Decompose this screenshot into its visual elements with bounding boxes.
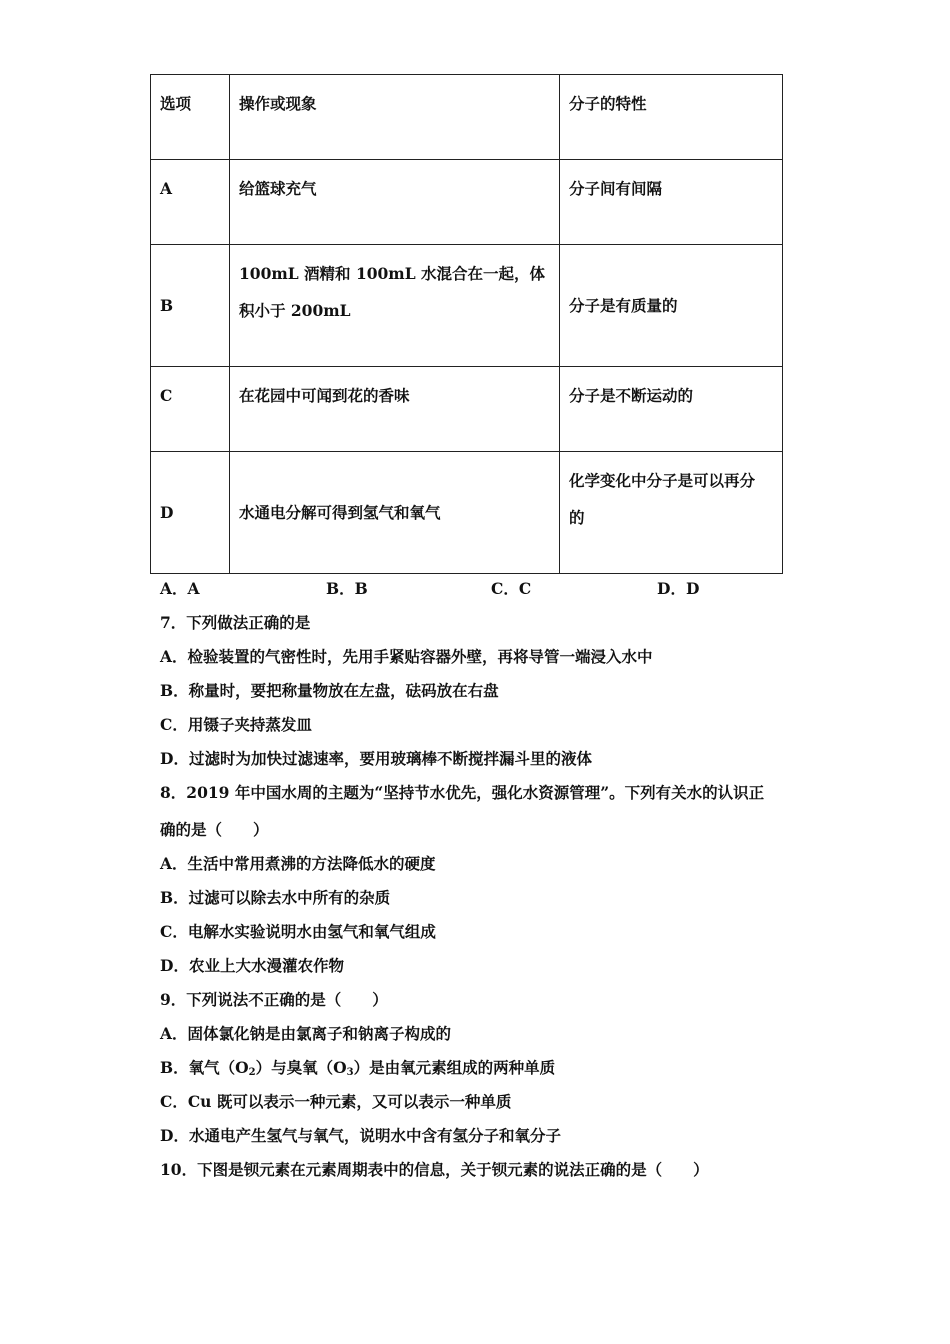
q9-stem: 9．下列说法不正确的是（ ）: [160, 990, 388, 1009]
row-b-operation: [230, 245, 560, 367]
table-header-row: [151, 75, 783, 160]
row-b-operation-line2: 积小于 200mL: [239, 301, 351, 320]
q7-option-d[interactable]: D．过滤时为加快过滤速率，要用玻璃棒不断搅拌漏斗里的液体: [160, 749, 592, 768]
q8-stem-line2: 确的是（ ）: [160, 820, 269, 839]
row-d-option: D: [151, 452, 230, 574]
table-row: [151, 160, 783, 245]
q9-b-text-1: B．氧气（O: [160, 1058, 249, 1077]
row-a-option: A: [151, 160, 230, 245]
table-row: [151, 367, 783, 452]
q9-option-d[interactable]: D．水通电产生氢气与氧气，说明水中含有氢分子和氧分子: [160, 1126, 561, 1145]
q9-b-text-2: ）与臭氧（O: [255, 1058, 347, 1077]
row-b-option: B: [151, 245, 230, 367]
header-property: 分子的特性: [560, 75, 783, 160]
q7-option-b[interactable]: B．称量时，要把称量物放在左盘，砝码放在右盘: [160, 681, 499, 700]
q6-option-a[interactable]: A．A: [160, 579, 200, 598]
row-b-operation-line1: 100mL 酒精和 100mL 水混合在一起，体: [239, 264, 545, 283]
table-row: [151, 245, 783, 367]
q6-option-b[interactable]: B．B: [326, 579, 368, 598]
header-option: 选项: [151, 75, 230, 160]
row-d-operation: 水通电分解可得到氢气和氧气: [230, 452, 560, 574]
q9-option-a[interactable]: A．固体氯化钠是由氯离子和钠离子构成的: [160, 1024, 452, 1043]
q9-b-subscript-1: 2: [248, 1067, 256, 1078]
row-d-property: [560, 452, 783, 574]
row-b-property: 分子是有质量的: [560, 245, 783, 367]
q6-options: [160, 578, 860, 600]
q9-option-b[interactable]: [160, 1057, 555, 1084]
header-operation: 操作或现象: [230, 75, 560, 160]
q8-option-c[interactable]: C．电解水实验说明水由氢气和氧气组成: [160, 922, 436, 941]
row-d-property-line1: 化学变化中分子是可以再分: [569, 471, 756, 490]
q8-option-d[interactable]: D．农业上大水漫灌农作物: [160, 956, 344, 975]
q6-option-d[interactable]: D．D: [657, 579, 700, 598]
row-a-operation: 给篮球充气: [230, 160, 560, 245]
q9-option-c[interactable]: C．Cu 既可以表示一种元素，又可以表示一种单质: [160, 1092, 512, 1111]
row-c-property: 分子是不断运动的: [560, 367, 783, 452]
q9-b-subscript-2: 3: [346, 1067, 354, 1078]
q8-option-b[interactable]: B．过滤可以除去水中所有的杂质: [160, 888, 391, 907]
q8-option-a[interactable]: A．生活中常用煮沸的方法降低水的硬度: [160, 854, 436, 873]
q6-option-c[interactable]: C．C: [491, 579, 532, 598]
q7-option-c[interactable]: C．用镊子夹持蒸发皿: [160, 715, 312, 734]
row-a-property: 分子间有间隔: [560, 160, 783, 245]
row-d-property-line2: 的: [569, 508, 585, 527]
molecule-property-table: [150, 74, 783, 574]
q10-stem: 10．下图是钡元素在元素周期表中的信息，关于钡元素的说法正确的是（ ）: [160, 1160, 709, 1179]
q9-b-text-3: ）是由氧元素组成的两种单质: [353, 1058, 556, 1077]
row-c-option: C: [151, 367, 230, 452]
q7-option-a[interactable]: A．检验装置的气密性时，先用手紧贴容器外壁，再将导管一端浸入水中: [160, 647, 653, 666]
q8-stem-line1: 8．2019 年中国水周的主题为“坚持节水优先，强化水资源管理”。下列有关水的认识正: [160, 783, 765, 802]
q7-stem: 7．下列做法正确的是: [160, 613, 311, 632]
row-c-operation: 在花园中可闻到花的香味: [230, 367, 560, 452]
table-row: [151, 452, 783, 574]
